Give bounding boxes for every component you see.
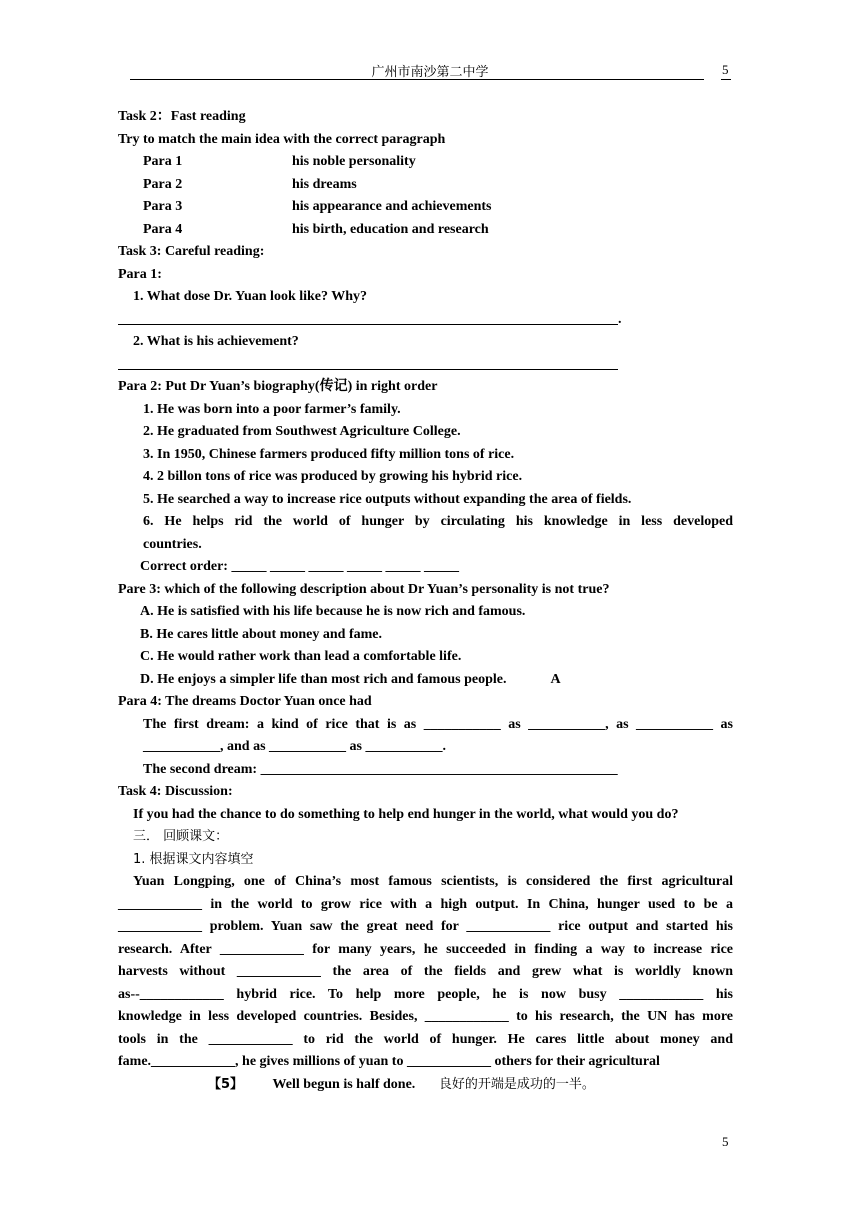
review-line[interactable]: harvests without ____________ the area of the fields and grew what is worldly known (118, 964, 733, 979)
option-a: A. He is satisfied with his life because he is now rich and famous. (140, 604, 526, 619)
header-page-underline (721, 79, 731, 80)
bio-item-continued: countries. (143, 536, 202, 552)
motto-number: 【5】 (208, 1076, 244, 1092)
review-line[interactable]: ____________ problem. Yuan saw the great need for ____________ rice output and started his (118, 919, 733, 934)
dream-1[interactable]: The first dream: a kind of rice that is as ___________ as ___________, as ___________ as (143, 716, 733, 732)
footer-page-number: 5 (722, 1134, 729, 1149)
motto (118, 1074, 733, 1097)
question-2: 2. What is his achievement? (133, 334, 299, 349)
bio-item: 5. He searched a way to increase rice outputs without expanding the area of fields. (143, 491, 632, 507)
bio-item: 1. He was born into a poor farmer’s family. (143, 401, 401, 417)
answer-line-1[interactable]: . (118, 309, 733, 332)
bio-item: 2. He graduated from Southwest Agriculture College. (143, 424, 461, 439)
match-row: Para 2 his dreams (143, 176, 357, 192)
task4-title: Task 4: Discussion: (118, 784, 233, 799)
motto-english: Well begun is half done. (272, 1076, 416, 1092)
bio-item: 6. He helps rid the world of hunger by circulating his knowledge in less developed (143, 514, 733, 529)
discussion-question: If you had the chance to do something to help end hunger in the world, what would you do? (133, 806, 679, 822)
bio-item: 3. In 1950, Chinese farmers produced fifty million tons of rice. (143, 446, 515, 462)
para1-label: Para 1: (118, 266, 162, 282)
motto-chinese: 良好的开端是成功的一半。 (438, 1076, 595, 1092)
para4-title: Para 4: The dreams Doctor Yuan once had (118, 694, 372, 709)
header-divider (130, 79, 704, 80)
review-heading: 三． 回顾课文： (133, 829, 229, 844)
para2-title: Para 2: Put Dr Yuan’s biography(传记) in right order (118, 379, 438, 394)
review-line[interactable]: research. After ____________ for many years, he succeeded in finding a way to increase rice (118, 941, 733, 957)
header-page-number: 5 (722, 62, 729, 77)
task2-title: Task 2：Fast reading (118, 109, 246, 124)
para3-title: Pare 3: which of the following description about Dr Yuan’s personality is not true? (118, 581, 610, 597)
match-row: Para 3 his appearance and achievements (143, 199, 492, 214)
worksheet-body (118, 106, 733, 1096)
match-row: Para 4 his birth, education and research (143, 221, 489, 237)
answer-mark: A (550, 671, 561, 687)
dream-1-continued[interactable]: ___________, and as ___________ as ___________. (143, 739, 446, 754)
option-d: D. He enjoys a simpler life than most rich and famous people. A (140, 671, 561, 687)
school-name: 广州市南沙第二中学 (371, 65, 489, 80)
review-line[interactable]: Yuan Longping, one of China’s most famous scientists, is considered the first agricultural (133, 874, 733, 889)
option-b: B. He cares little about money and fame. (140, 626, 382, 642)
review-line-last[interactable]: fame.____________, he gives millions of yuan to ____________ others for their agricultural (118, 1054, 660, 1069)
review-line[interactable]: as--____________ hybrid rice. To help more people, he is now busy ____________ his (118, 986, 733, 1002)
task3-title: Task 3: Careful reading: (118, 244, 265, 259)
question-1: 1. What dose Dr. Yuan look like? Why? (133, 289, 368, 304)
correct-order-blanks[interactable]: Correct order: _____ _____ _____ _____ _____ _____ (140, 559, 459, 574)
review-line[interactable]: ____________ in the world to grow rice with a high output. In China, hunger used to be a (118, 896, 733, 912)
task2-instruction: Try to match the main idea with the correct paragraph (118, 131, 446, 147)
match-row: Para 1 his noble personality (143, 154, 416, 169)
bio-item: 4. 2 billon tons of rice was produced by growing his hybrid rice. (143, 469, 523, 484)
review-line[interactable]: knowledge in less developed countries. Besides, ____________ to his research, the UN has more (118, 1009, 733, 1024)
answer-line-2[interactable] (118, 354, 733, 377)
option-c: C. He would rather work than lead a comfortable life. (140, 649, 462, 664)
review-subheading: 1. 根据课文内容填空 (133, 851, 254, 867)
review-line[interactable]: tools in the ____________ to rid the world of hunger. He cares little about money and (118, 1031, 733, 1047)
dream-2[interactable]: The second dream: ___________________________________________________ (143, 761, 618, 777)
